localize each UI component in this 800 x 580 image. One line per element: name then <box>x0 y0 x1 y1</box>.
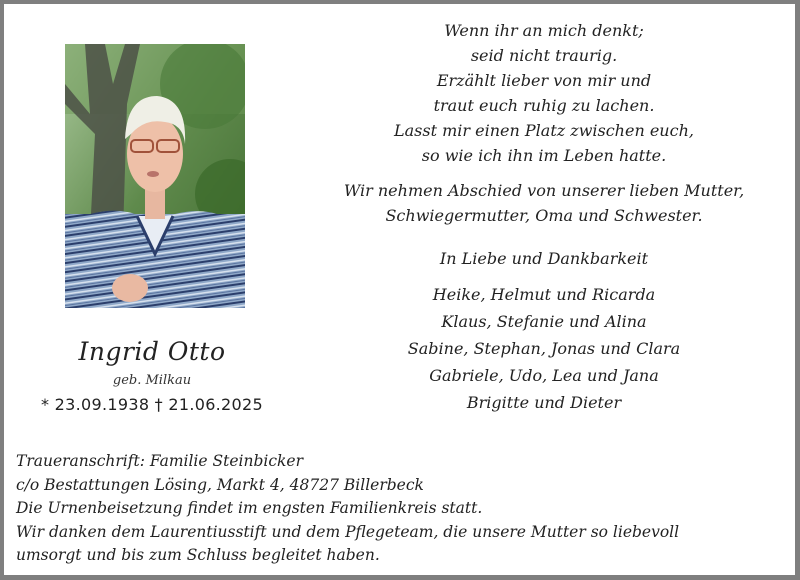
life-dates: * 23.09.1938 † 21.06.2025 <box>41 395 263 414</box>
burial-note: Die Urnenbeisetzung findet im engsten Familienkreis statt. <box>16 499 483 517</box>
family-line: Gabriele, Udo, Lea und Jana <box>429 366 659 385</box>
farewell-line: Schwiegermutter, Oma und Schwester. <box>385 206 703 225</box>
thanks-line-cont: umsorgt und bis zum Schluss begleitet haben. <box>16 546 380 564</box>
obituary-card <box>4 4 795 575</box>
maiden-name: geb. Milkau <box>112 373 192 388</box>
poem-line: seid nicht traurig. <box>470 46 618 65</box>
farewell-line: Wir nehmen Abschied von unserer lieben Mutter, <box>343 181 745 200</box>
mourning-address: Traueranschrift: Familie Steinbicker <box>16 452 303 470</box>
footer-notice <box>16 450 791 568</box>
poem <box>294 18 794 168</box>
deceased-info <box>4 334 300 418</box>
poem-line: Lasst mir einen Platz zwischen euch, <box>394 121 694 140</box>
right-column <box>294 18 794 416</box>
portrait-photo <box>65 44 245 308</box>
farewell-text <box>294 178 794 228</box>
poem-line: traut euch ruhig zu lachen. <box>433 96 655 115</box>
family-line: Heike, Helmut und Ricarda <box>432 285 656 304</box>
address-line: c/o Bestattungen Lösing, Markt 4, 48727 Billerbeck <box>16 475 424 494</box>
family-list <box>294 281 794 416</box>
poem-line: Erzählt lieber von mir und <box>436 71 652 90</box>
deceased-name: Ingrid Otto <box>78 337 226 366</box>
thanks-line: Wir danken dem Laurentiusstift und dem Pflegeteam, die unsere Mutter so liebevoll <box>16 522 680 541</box>
poem-line: Wenn ihr an mich denkt; <box>444 21 644 40</box>
closing-line: In Liebe und Dankbarkeit <box>439 249 649 268</box>
portrait-image <box>65 44 245 308</box>
family-line: Sabine, Stephan, Jonas und Clara <box>407 339 681 358</box>
poem-line: so wie ich ihn im Leben hatte. <box>421 146 667 165</box>
family-line: Brigitte und Dieter <box>466 393 622 412</box>
family-line: Klaus, Stefanie und Alina <box>441 312 647 331</box>
